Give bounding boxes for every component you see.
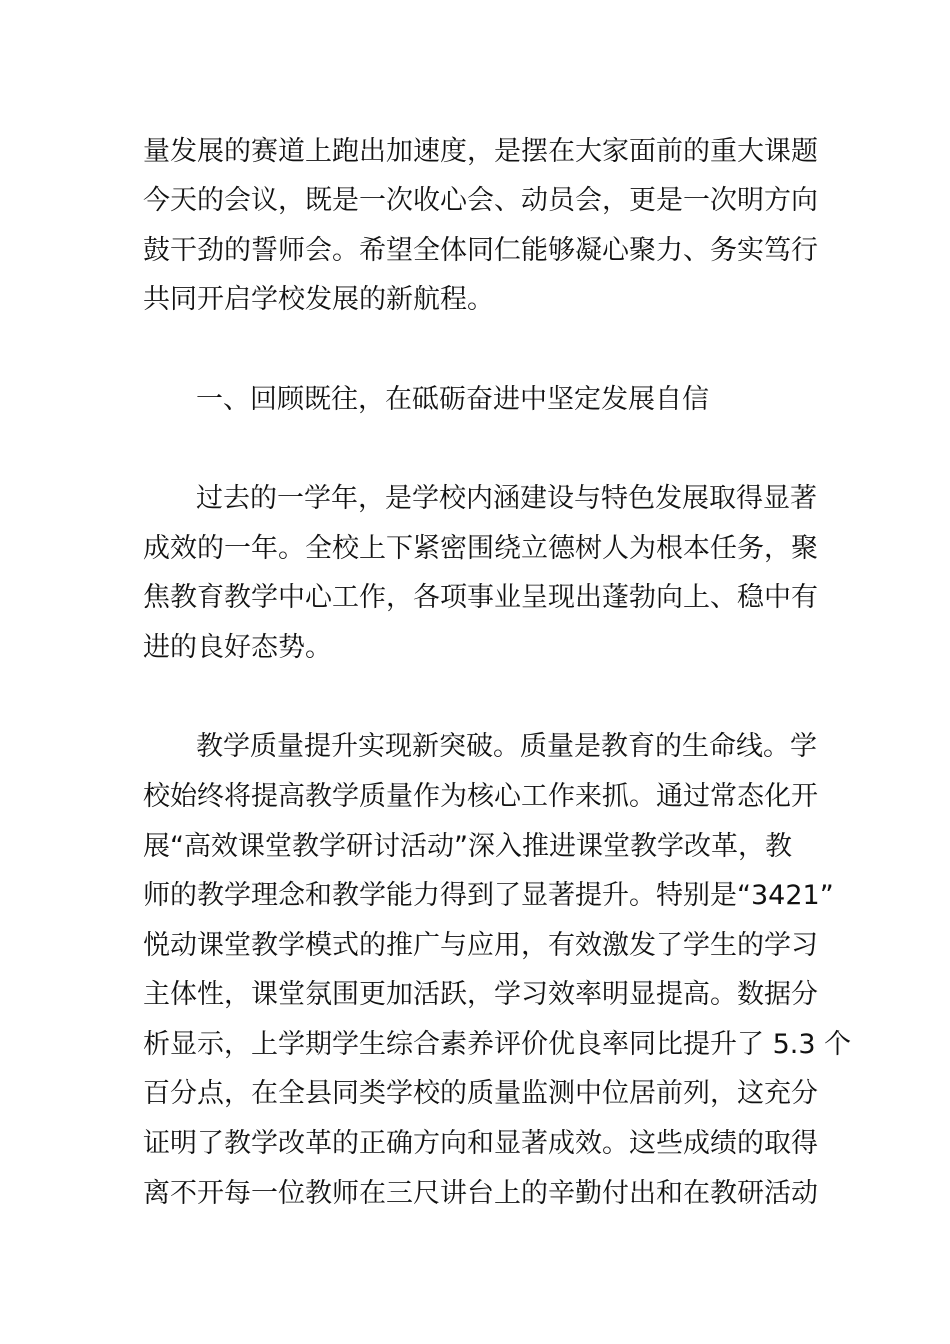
body-line: 进的良好态势。 <box>143 632 332 663</box>
body-line: 过去的一学年，是学校内涵建设与特色发展取得显著 <box>196 483 817 514</box>
body-line: 主体性，课堂氛围更加活跃，学习效率明显提高。数据分 <box>143 979 818 1010</box>
body-line: 百分点，在全县同类学校的质量监测中位居前列，这充分 <box>143 1078 818 1109</box>
body-line: 今天的会议，既是一次收心会、动员会，更是一次明方向 <box>143 185 818 216</box>
body-line: 校始终将提高教学质量作为核心工作来抓。通过常态化开 <box>143 781 818 812</box>
body-line: 师的教学理念和教学能力得到了显著提升。特别是“3421” <box>143 880 834 911</box>
body-line: 鼓干劲的誓师会。希望全体同仁能够凝心聚力、务实笃行 <box>143 235 818 266</box>
body-line: 离不开每一位教师在三尺讲台上的辛勤付出和在教研活动 <box>143 1178 818 1209</box>
body-line: 证明了教学改革的正确方向和显著成效。这些成绩的取得 <box>143 1128 818 1159</box>
body-line: 悦动课堂教学模式的推广与应用，有效激发了学生的学习 <box>143 930 818 961</box>
body-line: 量发展的赛道上跑出加速度，是摆在大家面前的重大课题 <box>143 136 818 167</box>
body-line: 析显示，上学期学生综合素养评价优良率同比提升了 5.3 个 <box>143 1029 852 1060</box>
body-line: 共同开启学校发展的新航程。 <box>143 284 494 315</box>
body-line: 展“高效课堂教学研讨活动”深入推进课堂教学改革，教 <box>143 831 792 862</box>
section-heading: 一、回顾既往，在砥砺奋进中坚定发展自信 <box>196 384 709 415</box>
body-line: 焦教育教学中心工作，各项事业呈现出蓬勃向上、稳中有 <box>143 582 818 613</box>
body-line: 成效的一年。全校上下紧密围绕立德树人为根本任务，聚 <box>143 533 818 564</box>
body-line: 教学质量提升实现新突破。质量是教育的生命线。学 <box>196 731 817 762</box>
